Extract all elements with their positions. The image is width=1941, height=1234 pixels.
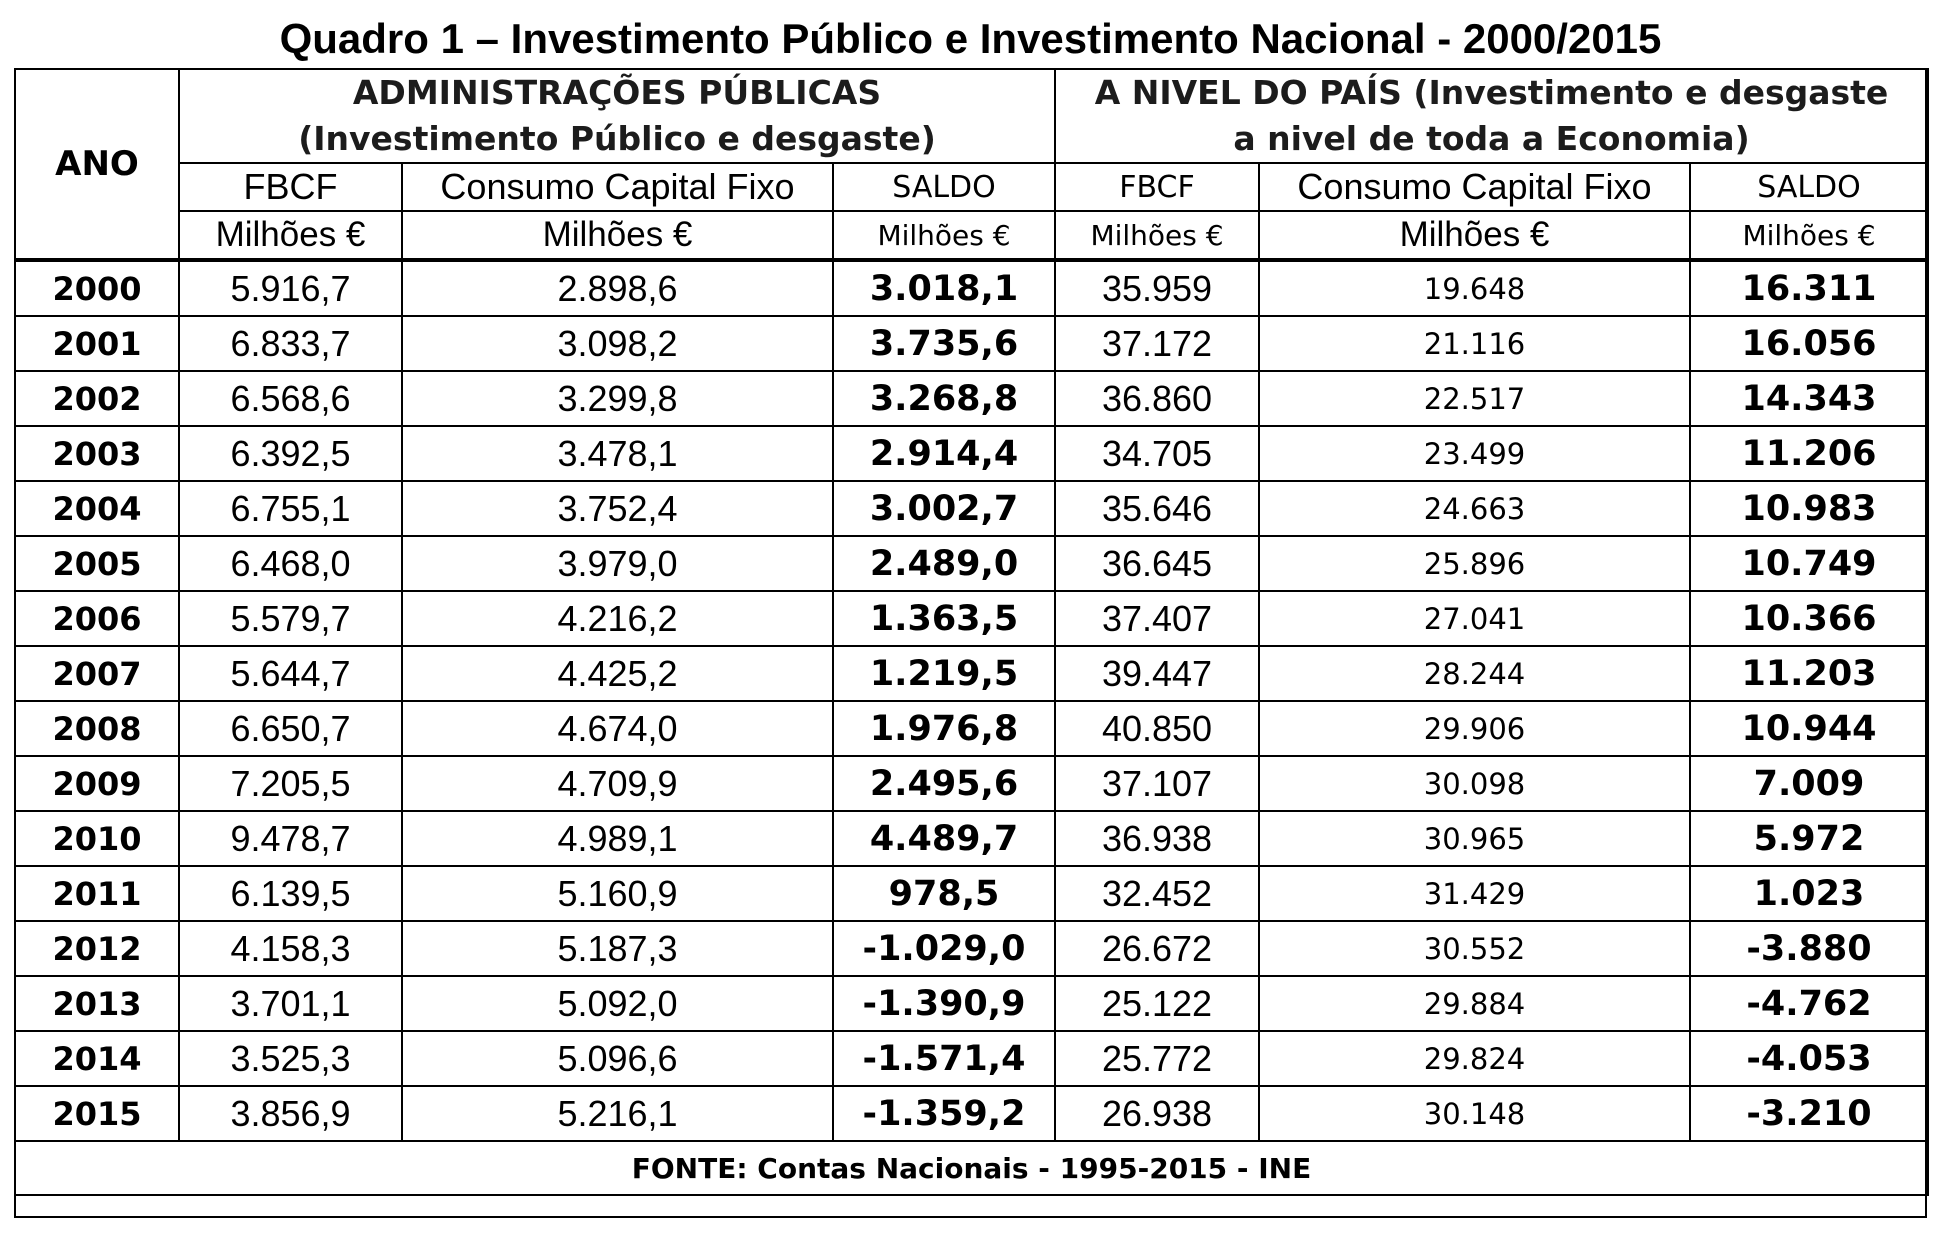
admin-saldo-unit: Milhões €	[833, 211, 1055, 260]
pais-consumo-cell: 30.098	[1259, 756, 1690, 811]
admin-saldo-cell: 3.018,1	[833, 260, 1055, 316]
admin-saldo-cell: 3.735,6	[833, 316, 1055, 371]
table-row	[15, 1086, 1928, 1141]
admin-fbcf-cell: 5.916,7	[179, 260, 402, 316]
pais-fbcf-cell: 36.645	[1055, 536, 1259, 591]
year-cell: 2000	[15, 260, 179, 316]
admin-consumo-cell: 4.674,0	[402, 701, 833, 756]
admin-saldo-header: SALDO	[833, 163, 1055, 211]
table-body	[15, 260, 1928, 1141]
admin-header-line2: (Investimento Público e desgaste)	[298, 119, 936, 158]
pais-fbcf-cell: 35.959	[1055, 260, 1259, 316]
pais-saldo-header: SALDO	[1690, 163, 1928, 211]
pais-consumo-cell: 21.116	[1259, 316, 1690, 371]
admin-saldo-cell: 1.976,8	[833, 701, 1055, 756]
pais-consumo-cell: 29.906	[1259, 701, 1690, 756]
admin-saldo-cell: 2.495,6	[833, 756, 1055, 811]
table-row	[15, 536, 1928, 591]
admin-consumo-cell: 4.989,1	[402, 811, 833, 866]
pais-consumo-cell: 23.499	[1259, 426, 1690, 481]
admin-fbcf-cell: 6.139,5	[179, 866, 402, 921]
pais-fbcf-cell: 26.938	[1055, 1086, 1259, 1141]
unit-row	[15, 211, 1928, 260]
table-row	[15, 260, 1928, 316]
table-row	[15, 1031, 1928, 1086]
pais-saldo-cell: 1.023	[1690, 866, 1928, 921]
nivel-pais-header	[1055, 69, 1928, 163]
admin-fbcf-cell: 5.644,7	[179, 646, 402, 701]
pais-consumo-cell: 30.965	[1259, 811, 1690, 866]
pais-fbcf-cell: 34.705	[1055, 426, 1259, 481]
pais-fbcf-cell: 36.860	[1055, 371, 1259, 426]
pais-consumo-cell: 27.041	[1259, 591, 1690, 646]
table-row	[15, 811, 1928, 866]
pais-consumo-cell: 29.884	[1259, 976, 1690, 1031]
admin-saldo-cell: 1.219,5	[833, 646, 1055, 701]
pais-consumo-cell: 19.648	[1259, 260, 1690, 316]
investment-table	[14, 68, 1929, 1196]
admin-consumo-cell: 3.979,0	[402, 536, 833, 591]
pais-fbcf-unit: Milhões €	[1055, 211, 1259, 260]
year-cell: 2012	[15, 921, 179, 976]
pais-saldo-cell: 14.343	[1690, 371, 1928, 426]
admin-saldo-cell: 978,5	[833, 866, 1055, 921]
admin-saldo-cell: -1.571,4	[833, 1031, 1055, 1086]
table-row	[15, 646, 1928, 701]
admin-consumo-cell: 5.160,9	[402, 866, 833, 921]
ano-header: ANO	[15, 69, 179, 260]
table-row	[15, 591, 1928, 646]
pais-fbcf-cell: 25.122	[1055, 976, 1259, 1031]
admin-fbcf-unit: Milhões €	[179, 211, 402, 260]
pais-fbcf-cell: 32.452	[1055, 866, 1259, 921]
pais-consumo-cell: 25.896	[1259, 536, 1690, 591]
pais-saldo-cell: 10.366	[1690, 591, 1928, 646]
admin-fbcf-cell: 4.158,3	[179, 921, 402, 976]
pais-saldo-cell: -4.762	[1690, 976, 1928, 1031]
source-note: FONTE: Contas Nacionais - 1995-2015 - INE	[15, 1141, 1928, 1195]
admin-fbcf-cell: 9.478,7	[179, 811, 402, 866]
admin-consumo-cell: 5.092,0	[402, 976, 833, 1031]
pais-consumo-header: Consumo Capital Fixo	[1259, 163, 1690, 211]
year-cell: 2004	[15, 481, 179, 536]
year-cell: 2015	[15, 1086, 179, 1141]
admin-publicas-header	[179, 69, 1055, 163]
pais-fbcf-cell: 39.447	[1055, 646, 1259, 701]
admin-fbcf-cell: 7.205,5	[179, 756, 402, 811]
year-cell: 2014	[15, 1031, 179, 1086]
table-row	[15, 426, 1928, 481]
pais-header-line2: a nivel de toda a Economia)	[1233, 119, 1750, 158]
table-row	[15, 371, 1928, 426]
admin-fbcf-cell: 3.525,3	[179, 1031, 402, 1086]
admin-fbcf-cell: 6.755,1	[179, 481, 402, 536]
admin-saldo-cell: 1.363,5	[833, 591, 1055, 646]
pais-fbcf-cell: 25.772	[1055, 1031, 1259, 1086]
pais-saldo-cell: -4.053	[1690, 1031, 1928, 1086]
year-cell: 2001	[15, 316, 179, 371]
year-cell: 2011	[15, 866, 179, 921]
pais-saldo-cell: 10.749	[1690, 536, 1928, 591]
pais-consumo-cell: 24.663	[1259, 481, 1690, 536]
table-title: Quadro 1 – Investimento Público e Investimento Nacional - 2000/2015	[279, 15, 1662, 62]
admin-saldo-cell: -1.390,9	[833, 976, 1055, 1031]
admin-consumo-cell: 5.096,6	[402, 1031, 833, 1086]
column-header-row	[15, 163, 1928, 211]
pais-saldo-cell: 10.944	[1690, 701, 1928, 756]
pais-saldo-cell: 16.056	[1690, 316, 1928, 371]
pais-fbcf-cell: 36.938	[1055, 811, 1259, 866]
admin-consumo-cell: 4.709,9	[402, 756, 833, 811]
pais-saldo-cell: 7.009	[1690, 756, 1928, 811]
admin-header-line1: ADMINISTRAÇÕES PÚBLICAS	[352, 73, 882, 112]
table-row	[15, 921, 1928, 976]
pais-fbcf-cell: 40.850	[1055, 701, 1259, 756]
pais-saldo-cell: 16.311	[1690, 260, 1928, 316]
admin-consumo-cell: 2.898,6	[402, 260, 833, 316]
year-cell: 2006	[15, 591, 179, 646]
admin-consumo-cell: 3.752,4	[402, 481, 833, 536]
admin-saldo-cell: 3.002,7	[833, 481, 1055, 536]
admin-consumo-cell: 5.187,3	[402, 921, 833, 976]
table-row	[15, 866, 1928, 921]
pais-fbcf-header: FBCF	[1055, 163, 1259, 211]
admin-fbcf-cell: 6.568,6	[179, 371, 402, 426]
year-cell: 2005	[15, 536, 179, 591]
pais-consumo-cell: 30.552	[1259, 921, 1690, 976]
admin-fbcf-cell: 6.468,0	[179, 536, 402, 591]
admin-consumo-cell: 3.098,2	[402, 316, 833, 371]
admin-fbcf-cell: 3.701,1	[179, 976, 402, 1031]
pais-fbcf-cell: 26.672	[1055, 921, 1259, 976]
admin-consumo-header: Consumo Capital Fixo	[402, 163, 833, 211]
pais-consumo-cell: 22.517	[1259, 371, 1690, 426]
admin-consumo-cell: 3.299,8	[402, 371, 833, 426]
admin-saldo-cell: -1.359,2	[833, 1086, 1055, 1141]
table-row	[15, 756, 1928, 811]
year-cell: 2013	[15, 976, 179, 1031]
pais-fbcf-cell: 37.172	[1055, 316, 1259, 371]
pais-saldo-cell: 5.972	[1690, 811, 1928, 866]
pais-saldo-unit: Milhões €	[1690, 211, 1928, 260]
table-row	[15, 481, 1928, 536]
admin-consumo-cell: 4.216,2	[402, 591, 833, 646]
pais-consumo-cell: 30.148	[1259, 1086, 1690, 1141]
pais-fbcf-cell: 35.646	[1055, 481, 1259, 536]
admin-saldo-cell: 2.489,0	[833, 536, 1055, 591]
pais-saldo-cell: 11.206	[1690, 426, 1928, 481]
pais-saldo-cell: 11.203	[1690, 646, 1928, 701]
admin-consumo-cell: 3.478,1	[402, 426, 833, 481]
admin-fbcf-cell: 6.392,5	[179, 426, 402, 481]
group-header-row	[15, 69, 1928, 163]
admin-consumo-cell: 4.425,2	[402, 646, 833, 701]
admin-saldo-cell: 3.268,8	[833, 371, 1055, 426]
pais-consumo-cell: 29.824	[1259, 1031, 1690, 1086]
table-row	[15, 976, 1928, 1031]
admin-consumo-cell: 5.216,1	[402, 1086, 833, 1141]
pais-consumo-cell: 28.244	[1259, 646, 1690, 701]
admin-saldo-cell: -1.029,0	[833, 921, 1055, 976]
year-cell: 2009	[15, 756, 179, 811]
year-cell: 2010	[15, 811, 179, 866]
table-row	[15, 701, 1928, 756]
pais-saldo-cell: 10.983	[1690, 481, 1928, 536]
pais-fbcf-cell: 37.407	[1055, 591, 1259, 646]
pais-saldo-cell: -3.210	[1690, 1086, 1928, 1141]
admin-consumo-unit: Milhões €	[402, 211, 833, 260]
admin-fbcf-header: FBCF	[179, 163, 402, 211]
pais-consumo-cell: 31.429	[1259, 866, 1690, 921]
admin-saldo-cell: 4.489,7	[833, 811, 1055, 866]
year-cell: 2007	[15, 646, 179, 701]
admin-fbcf-cell: 6.833,7	[179, 316, 402, 371]
pais-fbcf-cell: 37.107	[1055, 756, 1259, 811]
year-cell: 2008	[15, 701, 179, 756]
pais-consumo-unit: Milhões €	[1259, 211, 1690, 260]
pais-header-line1: A NIVEL DO PAÍS (Investimento e desgaste	[1094, 73, 1889, 112]
admin-fbcf-cell: 6.650,7	[179, 701, 402, 756]
admin-saldo-cell: 2.914,4	[833, 426, 1055, 481]
source-row	[15, 1141, 1928, 1195]
admin-fbcf-cell: 3.856,9	[179, 1086, 402, 1141]
table-row	[15, 316, 1928, 371]
pais-saldo-cell: -3.880	[1690, 921, 1928, 976]
year-cell: 2002	[15, 371, 179, 426]
year-cell: 2003	[15, 426, 179, 481]
admin-fbcf-cell: 5.579,7	[179, 591, 402, 646]
